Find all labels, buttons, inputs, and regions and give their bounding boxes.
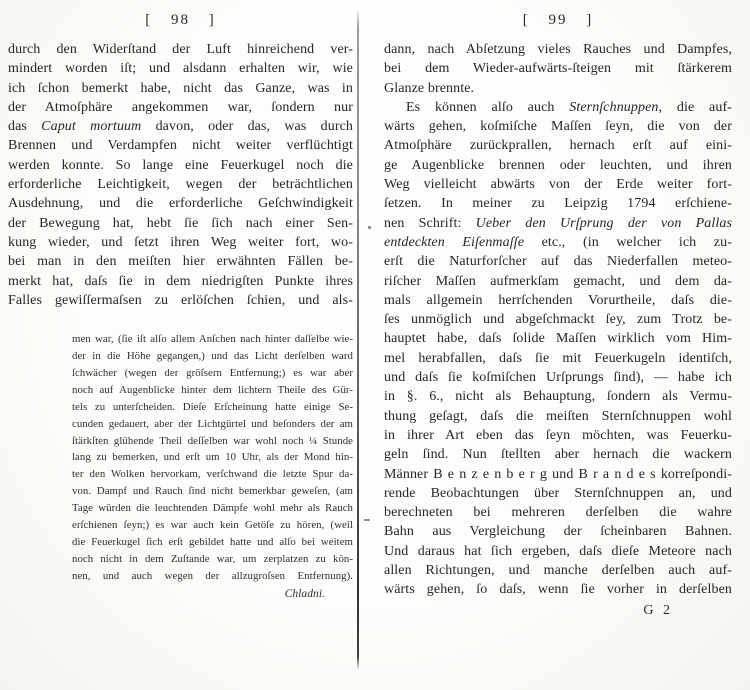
text-line: tels zu unterſcheiden. Dieſe Erſcheinung hatte einige Se- [72, 400, 353, 413]
text-line: thung geſagt, daſs die meiſten Sternſchnuppen wohl [384, 408, 732, 424]
text-line: erſchienen ſeyn;) es war auch kein Getöſe zu hören, (weil [72, 518, 353, 531]
text-line: mals allgemein herrſchenden Vorurtheile, daſs die- [384, 292, 732, 308]
text-line: geln ſind. Nun ſtellten aber hernach die wackern [384, 447, 732, 463]
text-line: ſchwächer (wegen der gröſsern Entfernung;) es war aber [72, 366, 353, 379]
text-line: in §. 6., nicht als Behauptung, ſondern als Vermu- [384, 389, 732, 405]
page-99-number: [ 99 ] [522, 12, 594, 28]
text-line: ſtärkſten glühende Theil deſſelben war wohl noch ¼ Stunde [72, 434, 353, 447]
text-line: durch den Widerſtand der Luft hinreichend ver- [8, 42, 353, 57]
page-divider-rule [357, 8, 359, 670]
text-line: dann, nach Abſetzung vieles Rauches und Dampfes, [384, 42, 732, 57]
text-line: Bahn aus Vergleichung der ſcheinbaren Bahnen. [384, 524, 732, 540]
text-line: lang zu bemerken, und erſt um 10 Uhr, als der Mond hin- [72, 451, 353, 464]
text-line: Weg vielleicht abwärts von der Erde weiter fort- [384, 177, 732, 193]
text-line: merkt hat, daſs ſie in dem niedrigſten Punkte ihres [8, 273, 353, 289]
text-line: Und daraus hat ſich ergeben, daſs dieſe Meteore nach [384, 543, 732, 559]
text-line: bei man in den meiſten hier erwähnten Fällen be- [8, 254, 353, 270]
text-line: in ihrer Art eben das ſeyn möchten, was Feuerku- [384, 427, 732, 443]
text-line: berechneten bei mehreren derſelben die wahre [384, 505, 732, 521]
page-99 [384, 12, 732, 621]
catchword-signature-mark: G 2 [643, 602, 670, 618]
text-line: riſcher Maſſen aufmerkſam gemacht, und dem da- [384, 273, 732, 289]
text-line: Tage würden die leuchtenden Dämpfe wohl mehr als Rauch [72, 502, 353, 515]
page-99-body [384, 40, 732, 600]
text-line: bei dem Wieder-aufwärts-ſteigen mit ſtärkerem [384, 61, 732, 77]
text-line: Falles gewiſſermaſsen zu erlöſchen ſchien, und als- [8, 292, 353, 308]
text-line: ſetzen. In meiner zu Leipzig 1794 erſchiene- [384, 196, 732, 212]
text-line: Es können alſo auch Sternſchnuppen, die auf- [406, 99, 732, 115]
text-line: Glanze brennte. [384, 80, 475, 96]
scan-speck [368, 226, 371, 229]
text-line: erforderliche Leichtigkeit, wegen der beträchtlichen [8, 177, 353, 193]
text-line: Männer B e n z e n b e r g und B r a n d e s korreſpondi- [384, 466, 732, 482]
text-line: rende Beobachtungen über Sternſchnuppen an, und [384, 485, 732, 501]
text-line: kung wieder, und ſetzt ihren Weg weiter fort, wo- [8, 234, 353, 250]
text-line: entdeckten Eiſenmaſſe etc., (in welcher ich zu- [384, 234, 732, 250]
text-line: wärts gehen, ſo daſs, wenn ſie vorher in derſelben [384, 582, 732, 598]
text-line: nen Schrift: Ueber den Urſprung der von Pallas [384, 215, 732, 231]
text-line: nen, und auch wegen der allzugroſsen Entfernung). [72, 569, 353, 582]
text-line: allen Richtungen, und manche derſelben auch auf- [384, 563, 732, 579]
text-line: und daſs ſie koſmiſchen Urſprungs ſind), — habe ich [384, 370, 732, 386]
scan-speck [364, 519, 370, 521]
text-line: der Bewegung hat, hebt ſie ſich nach einer Sen- [8, 215, 353, 231]
text-line: Ausdehnung, und die erforderliche Geſchwindigkeit [8, 196, 353, 212]
text-line: der in die Höhe gegangen,) und das Licht derſelben ward [72, 350, 353, 363]
text-line: der Atmoſphäre angekommen war, ſondern nur [8, 99, 353, 115]
text-line: men war, (ſie iſt alſo allem Anſchen nach hinter daſſelbe wie- [72, 333, 353, 346]
page-98-body [8, 40, 353, 310]
text-line: Brennen und Verdampfen nicht weiter verflüchtigt [8, 138, 353, 154]
text-line: erſt die Naturforſcher auf das Niederfallen meteo- [384, 254, 732, 270]
text-line: noch nicht in dem Zuſtande war, um zerplatzen zu kön- [72, 552, 353, 565]
page-98 [8, 12, 353, 603]
text-line: hauptet habe, daſs ſolide Maſſen wirklich vom Him- [384, 331, 732, 347]
text-line: ter den Wolken hervorkam, verſchwand die letzte Spur da- [72, 468, 353, 481]
text-line: die Feuerkugel ſich erſt gebildet hatte und alſo bei weitem [72, 535, 353, 548]
text-line: cunden gedauert, aber der Lichtgürtel und beſonders der am [72, 417, 353, 430]
text-line: ich ſchon bemerkt habe, nicht das Ganze, was in [8, 80, 353, 96]
page-98-number: [ 98 ] [145, 12, 216, 28]
text-line: Atmoſphäre zurückprallen, hernach erſt auf eini- [384, 138, 732, 154]
text-line: ge Augenblicke brennen oder leuchten, und ihren [384, 157, 732, 173]
text-line: das Caput mortuum davon, oder das, was durch [8, 119, 353, 135]
text-line: werden konnte. So lange eine Feuerkugel noch die [8, 157, 353, 173]
text-line: von. Dampf und Rauch ſind nicht bemerkbar geweſen, (am [72, 485, 353, 498]
text-line: wärts gehen, koſmiſche Maſſen ſeyn, die von der [384, 119, 732, 135]
page-98-footnote [72, 331, 353, 602]
text-line: noch auf Augenblicke hinter dem lichtern Theile des Gür- [72, 383, 353, 396]
footnote-signature: Chladni. [284, 587, 325, 600]
text-line: mel herabfallen, daſs ſie mit Feuerkugeln identiſch, [384, 350, 732, 366]
text-line: mindert worden iſt; und alsdann erhalten wir, wie [8, 61, 353, 77]
text-line: ſes unmöglich und abgeſchmackt ſey, zum Trotz be- [384, 312, 732, 328]
footnote-lines [72, 331, 353, 584]
